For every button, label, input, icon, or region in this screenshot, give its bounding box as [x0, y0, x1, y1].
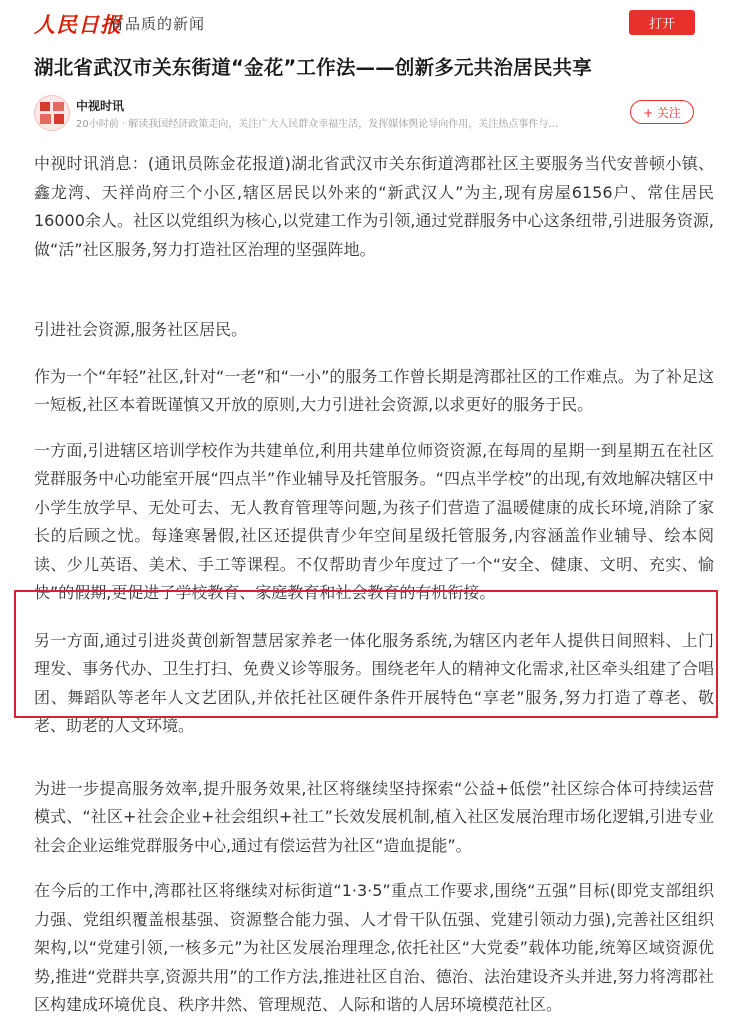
author-name[interactable]: 中视时讯 [76, 99, 125, 113]
paragraph-highlighted: 另一方面,通过引进炎黄创新智慧居家养老一体化服务系统,为辖区内老年人提供日间照料、上门理发、事务代办、卫生打扫、免费义诊等服务。围绕老年人的精神文化需求,社区牵头组建了合唱团、舞蹈队等老年人文艺团队,并依托社区硬件条件开展特色“享老”服务,努力打造了尊老、敬老、助老的人文环境。 [34, 630, 714, 735]
author-meta: 20小时前 · 解读我国经济政策走向，关注广大人民群众幸福生活，发挥媒体舆论导向作用，关注热点事件与… [76, 119, 559, 130]
top-bar [0, 0, 736, 44]
people-daily-logo[interactable]: 人民日报 [34, 12, 122, 37]
paragraph: 引进社会资源,服务社区居民。 [34, 320, 248, 339]
media-logo-icon[interactable] [34, 95, 70, 131]
paragraph: 作为一个“年轻”社区,针对“一老”和“一小”的服务工作曾长期是湾郡社区的工作难点。为了补足这一短板,社区本着既谨慎又开放的原则,大力引进社会资源,以求更好的服务于民。 [34, 366, 714, 414]
paragraph: 一方面,引进辖区培训学校作为共建单位,利用共建单位师资资源,在每周的星期一到星期五在社区党群服务中心功能室开展“四点半”作业辅导及托管服务。“四点半学校”的出现,有效地解决辖区中小学生放学早、无处可去、无人教育管理等问题,为孩子们营造了温暖健康的成长环境,消除了家长的后顾之忧。每逢寒暑假,社区还提供青少年空间星级托管服务,内容涵盖作业辅导、绘本阅读、少儿英语、美术、手工等课程。不仅帮助青少年度过了一个“安全、健康、文明、充实、愉快”的假期,更促进了学校教育、家庭教育和社会教育的有机衔接。 [34, 440, 714, 602]
paragraph: 中视时讯消息：(通讯员陈金花报道)湖北省武汉市关东街道湾郡社区主要服务当代安普顿小镇、鑫龙湾、天祥尚府三个小区,辖区居民以外来的“新武汉人”为主,现有房屋6156户、常住居民16000余人。社区以党组织为核心,以党建工作为引领,通过党群服务中心这条纽带,引进服务资源,做“活”社区服务,努力打造社区治理的坚强阵地。 [34, 154, 714, 259]
open-app-button[interactable]: 打开 [629, 10, 695, 35]
highlight-box [14, 590, 718, 718]
slogan: 有品质的新闻 [109, 15, 206, 33]
follow-button[interactable]: + 关注 [630, 100, 694, 124]
author-bar [34, 95, 714, 135]
paragraph: 为进一步提高服务效率,提升服务效果,社区将继续坚持探索“公益+低偿”社区综合体可持续运营模式、“社区+社会企业+社会组织+社工”长效发展机制,植入社区发展治理市场化逻辑,引进专业社会企业运维党群服务中心,通过有偿运营为社区“造血提能”。 [34, 778, 714, 855]
article-body [34, 150, 714, 1020]
paragraph: 在今后的工作中,湾郡社区将继续对标街道“1·3·5”重点工作要求,围绕“五强”目标(即党支部组织力强、党组织覆盖根基强、资源整合能力强、人才骨干队伍强、党建引领动力强),完善社区组织架构,以“党建引领,一核多元”为社区发展治理理念,依托社区“大党委”载体功能,统筹区域资源优势,推进“党群共享,资源共用”的工作方法,推进社区自治、德治、法治建设齐头并进,努力将湾郡社区构建成环境优良、秩序井然、管理规范、人际和谐的人居环境模范社区。 [34, 881, 714, 1014]
article-title: 湖北省武汉市关东街道“金花”工作法——创新多元共治居民共享 [34, 56, 592, 79]
